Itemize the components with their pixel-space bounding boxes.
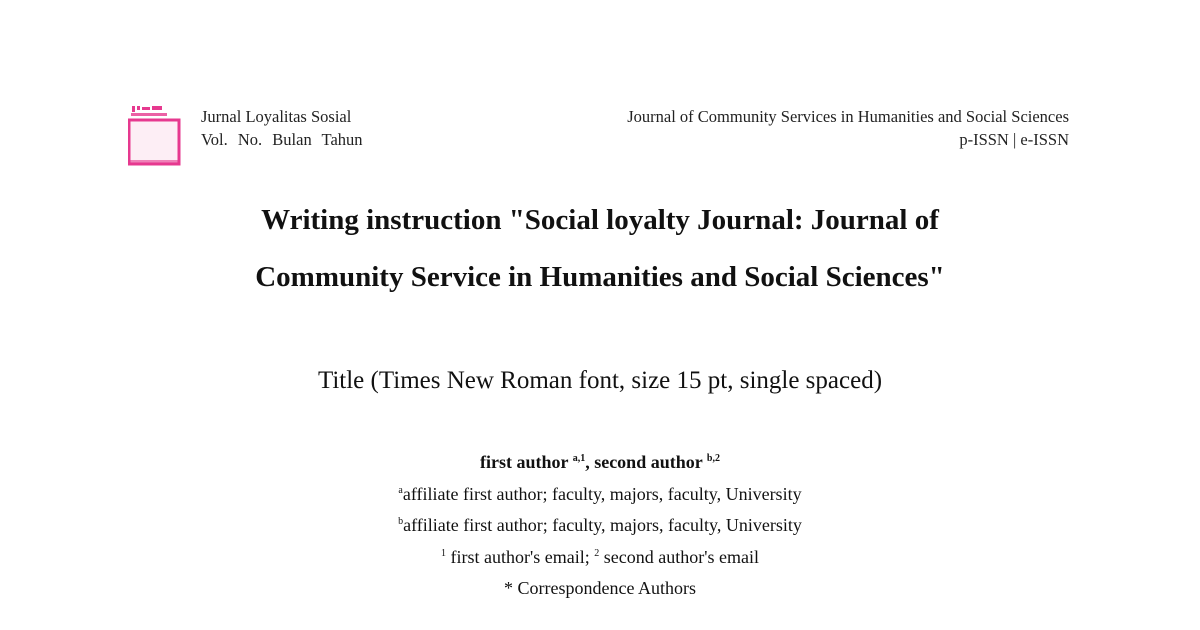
document-title [150,192,1050,306]
affiliation-a [150,479,1050,511]
title-line-2: Community Service in Humanities and Social Sciences" [255,261,945,293]
affiliation-b [150,510,1050,542]
volume-line [201,128,369,151]
correspondence-note: * Correspondence Authors [504,578,696,598]
tahun-label: Tahun [321,130,363,149]
second-author: , second author [585,452,707,472]
email-2-sup: 2 [594,547,600,559]
affiliation-b-sup: b [398,516,404,527]
header-left [201,105,369,151]
title-instruction: Title (Times New Roman font, size 15 pt, single spaced) [317,367,883,394]
issn-line: p-ISSN | e-ISSN [959,130,1069,149]
second-author-sup: b,2 [706,453,720,464]
affiliation-a-sup: a [398,484,403,496]
email-1-text: first author's email; [446,546,595,567]
journal-english-name: Journal of Community Services in Humanities and Social Sciences [627,107,1069,126]
author-block [150,447,1050,605]
journal-logo [128,104,182,166]
first-author-sup: a,1 [572,453,586,464]
no-label: No. [237,130,263,149]
header-right [627,105,1069,151]
email-line [150,542,1050,574]
bulan-label: Bulan [272,130,312,149]
author-names [150,447,1050,479]
journal-logo-icon [128,104,182,166]
journal-name: Jurnal Loyalitas Sosial [201,107,352,126]
email-1-sup: 1 [441,547,447,559]
email-2-text: second author's email [599,546,759,567]
vol-label: Vol. [201,130,228,149]
title-line-1: Writing instruction "Social loyalty Journal: Journal of [261,204,939,236]
first-author: first author [480,452,573,472]
affiliation-b-text: affiliate first author; faculty, majors, faculty, University [403,515,802,535]
affiliation-a-text: affiliate first author; faculty, majors, faculty, University [402,483,802,504]
